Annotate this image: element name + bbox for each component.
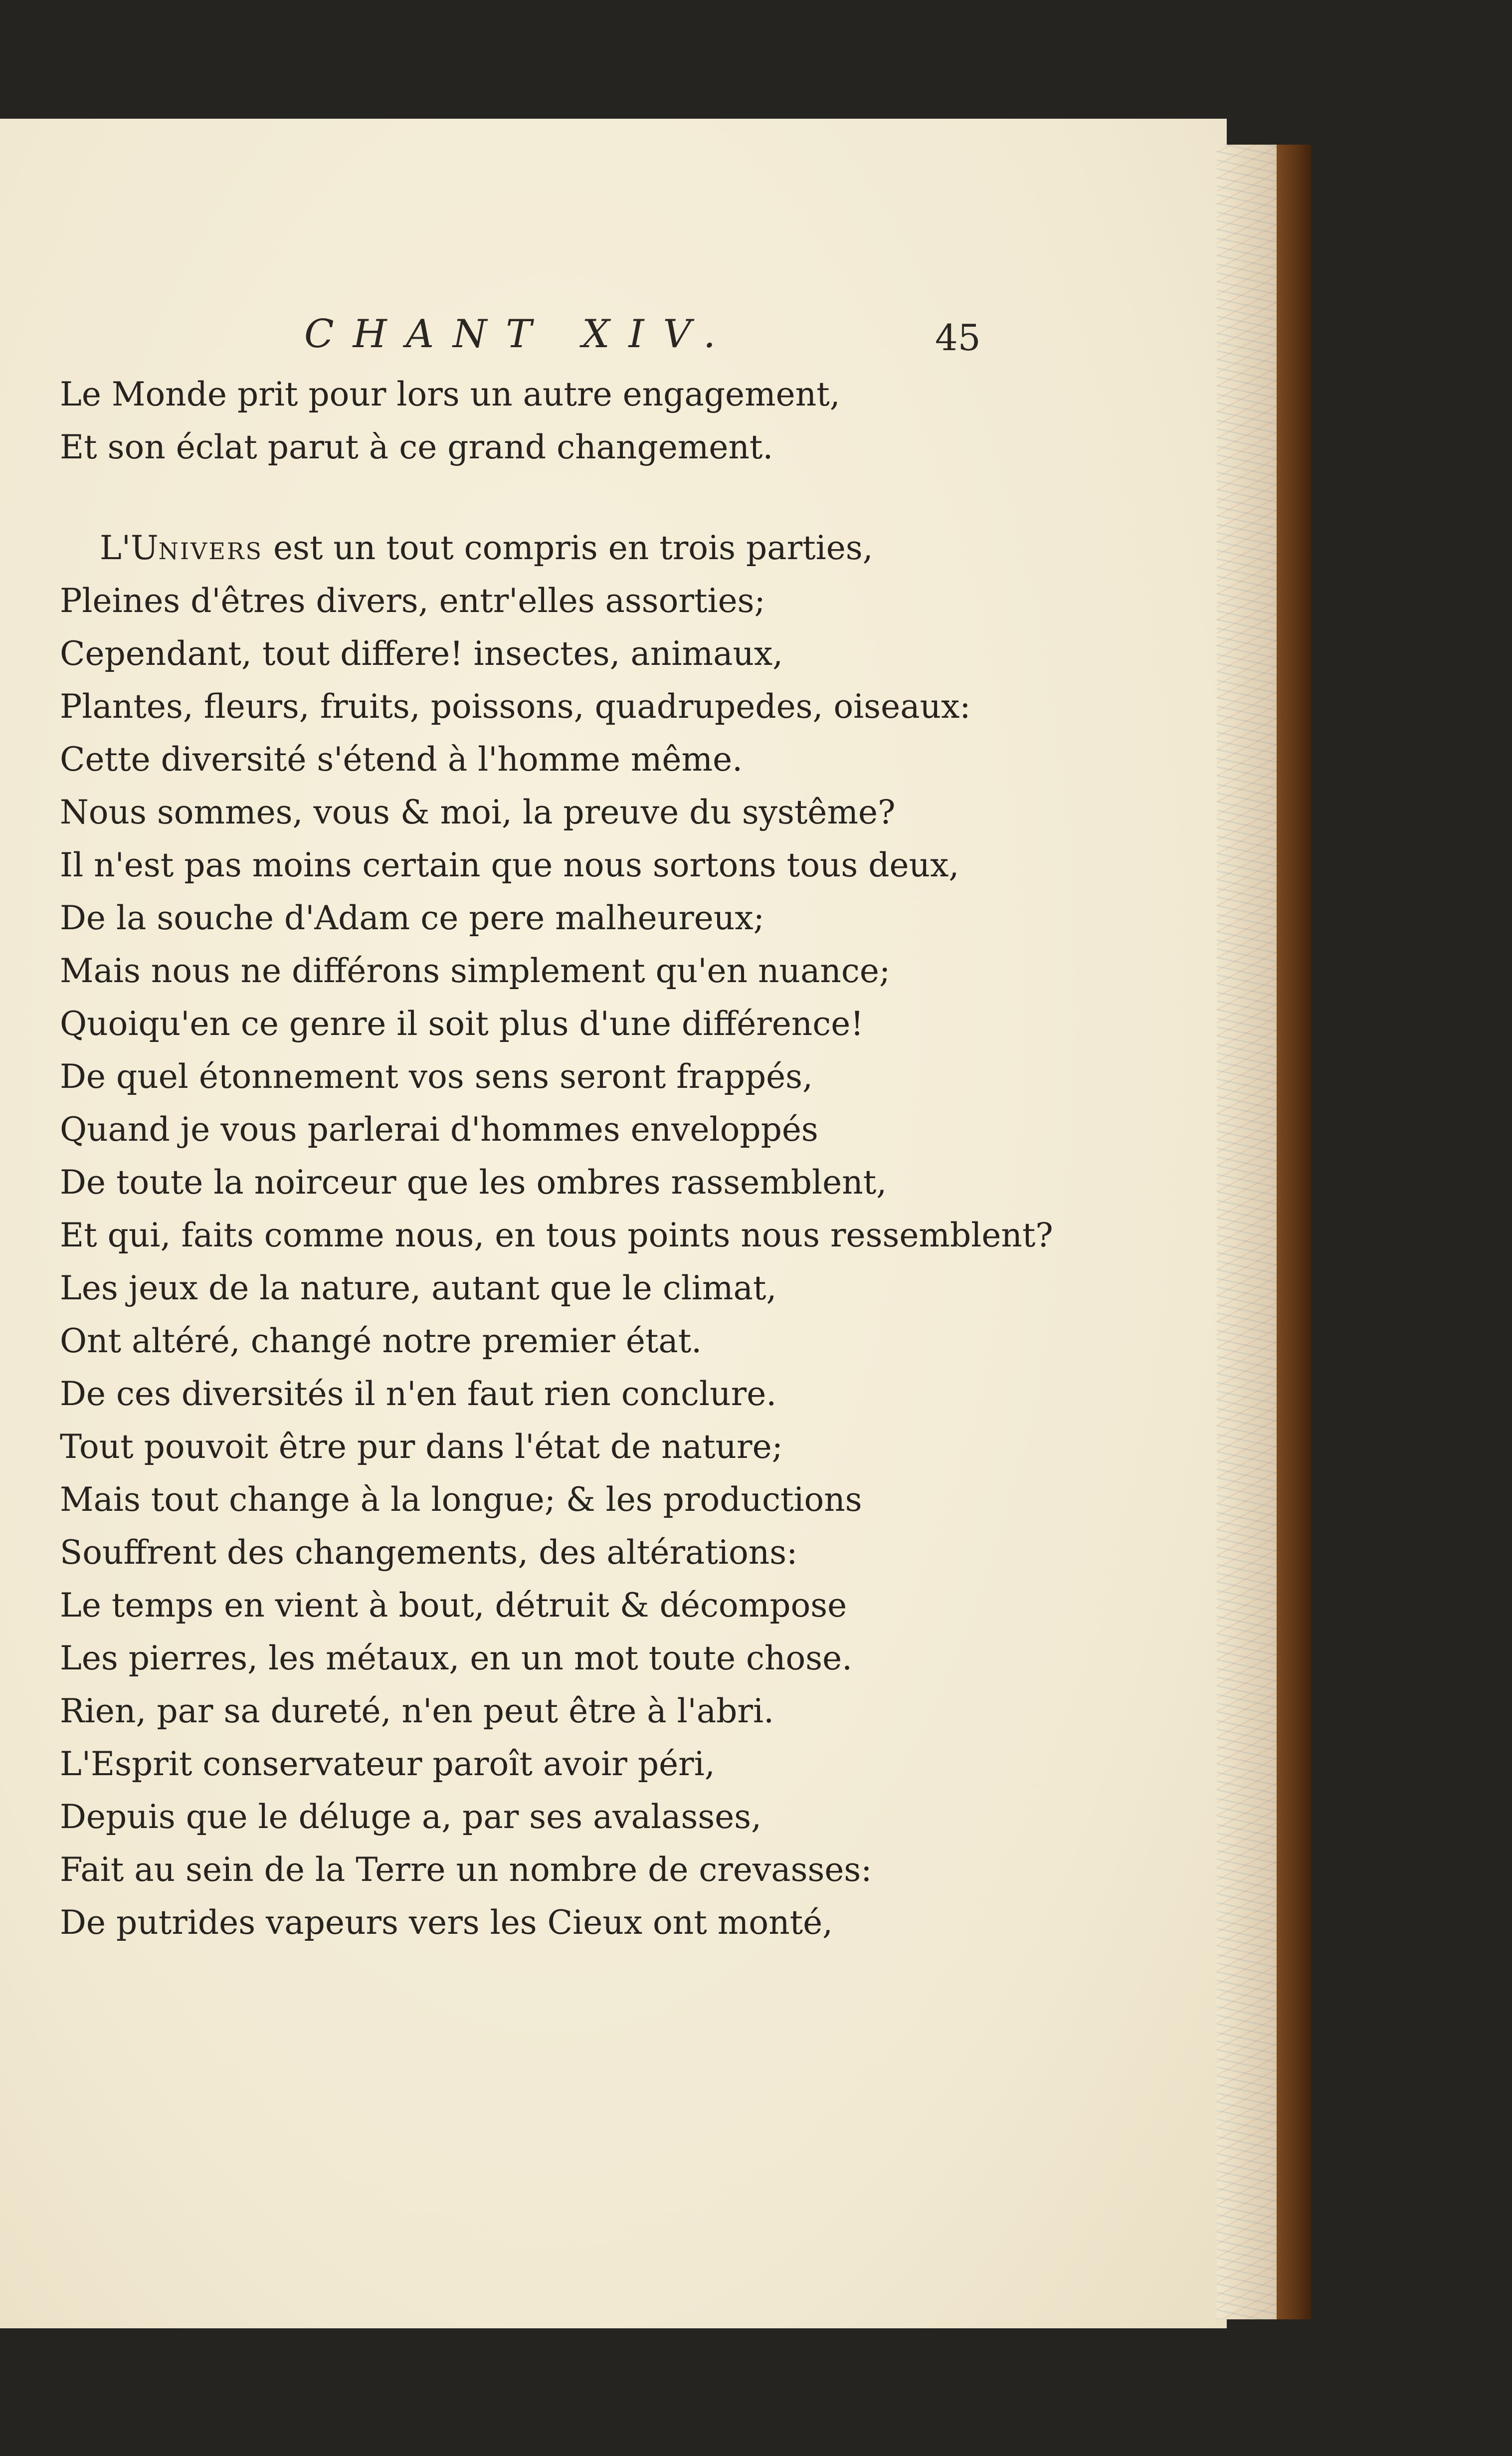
verse-line: Quand je vous parlerai d'hommes enveloppés	[60, 1110, 818, 1149]
opening-smallcaps: nivers	[158, 529, 263, 567]
verse-line: Rien, par sa dureté, n'en peut être à l'abri.	[60, 1692, 774, 1730]
verse-line: De putrides vapeurs vers les Cieux ont monté,	[60, 1903, 833, 1942]
running-header	[279, 312, 1512, 367]
verse-line: De toute la noirceur que les ombres rassemblent,	[60, 1163, 887, 1202]
verse-line: Cette diversité s'étend à l'homme même.	[60, 740, 743, 779]
verse-line: Depuis que le déluge a, par ses avalasses,	[60, 1798, 762, 1836]
verse-line: Et qui, faits comme nous, en tous points nous ressemblent?	[60, 1216, 1053, 1254]
verse-line: Quoiqu'en ce genre il soit plus d'une différence!	[60, 1005, 864, 1043]
page-number: 45	[935, 317, 981, 359]
verse-line: Plantes, fleurs, fruits, poissons, quadrupedes, oiseaux:	[60, 687, 971, 726]
opening-rest: est un tout compris en trois parties,	[262, 529, 873, 567]
book-cover-edge	[1277, 145, 1312, 2319]
verse-line: Cependant, tout differe! insectes, animaux,	[60, 634, 783, 673]
chapter-title: CHANT XIV.	[304, 312, 735, 357]
verse-line: Mais nous ne différons simplement qu'en nuance;	[60, 952, 891, 990]
poem-text	[60, 368, 1053, 1949]
verse-line: De quel étonnement vos sens seront frappés,	[60, 1057, 813, 1096]
verse-line: Fait au sein de la Terre un nombre de crevasses:	[60, 1850, 872, 1889]
verse-line: Le temps en vient à bout, détruit & décompose	[60, 1586, 847, 1625]
verse-line: Il n'est pas moins certain que nous sortons tous deux,	[60, 846, 959, 884]
verse-line: Tout pouvoit être pur dans l'état de nature;	[60, 1428, 783, 1466]
verse-line: Et son éclat parut à ce grand changement.	[60, 428, 773, 466]
verse-line: Souffrent des changements, des altérations:	[60, 1533, 798, 1572]
verse-line: L'Esprit conservateur paroît avoir péri,	[60, 1745, 715, 1783]
verse-line: De la souche d'Adam ce pere malheureux;	[60, 899, 764, 937]
verse-line: Les jeux de la nature, autant que le climat,	[60, 1269, 777, 1307]
verse-line: Pleines d'êtres divers, entr'elles assorties;	[60, 582, 765, 620]
verse-line: Nous sommes, vous & moi, la preuve du systême?	[60, 793, 896, 831]
verse-line: Ont altéré, changé notre premier état.	[60, 1322, 702, 1360]
verse-line-opening	[60, 522, 1007, 575]
stanza-gap	[60, 474, 1007, 522]
verse-line: Les pierres, les métaux, en un mot toute chose.	[60, 1639, 853, 1677]
opening-lead: L'U	[100, 529, 159, 567]
verse-line: Mais tout change à la longue; & les productions	[60, 1480, 862, 1519]
verse-line: De ces diversités il n'en faut rien conclure.	[60, 1375, 777, 1413]
verse-line: Le Monde prit pour lors un autre engagement,	[60, 375, 840, 413]
